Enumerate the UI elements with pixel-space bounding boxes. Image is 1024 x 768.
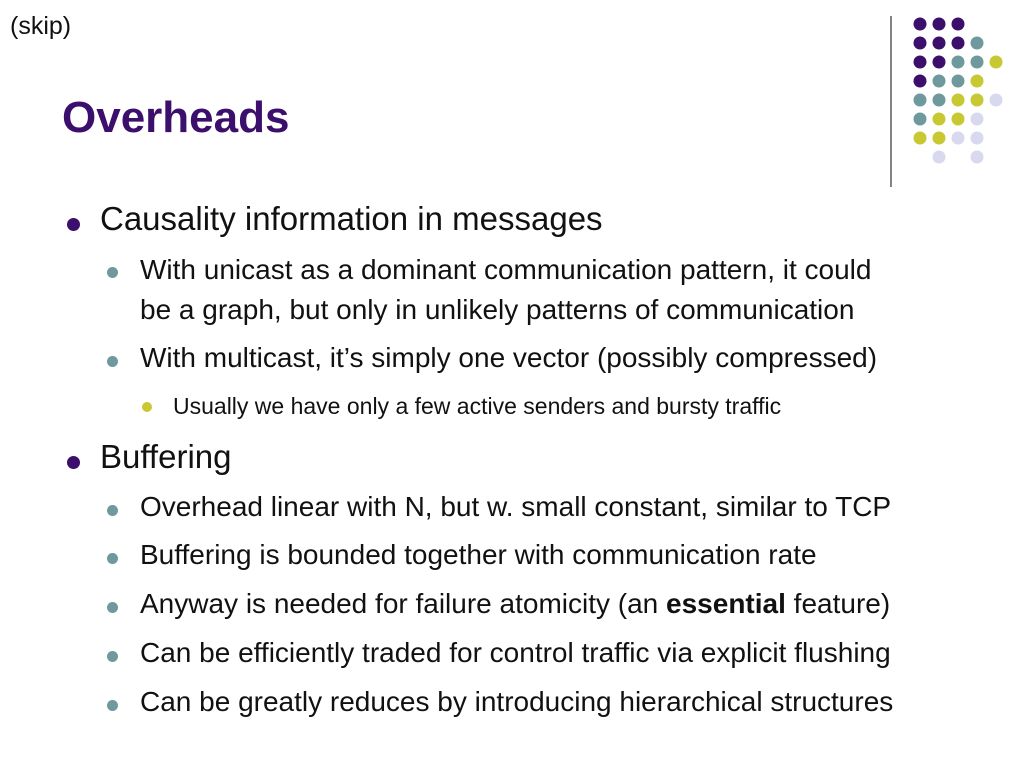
- bullet-dot: [107, 651, 118, 662]
- bullet-dot: [107, 553, 118, 564]
- bullet-dot: [107, 700, 118, 711]
- bullet-dot: [67, 456, 80, 469]
- bullet-reduces: Can be greatly reduces by introducing hierarchical structures: [140, 686, 894, 717]
- bullet-multicast: With multicast, it’s simply one vector (possibly compressed): [140, 342, 878, 373]
- bullet-traded: Can be efficiently traded for control traffic via explicit flushing: [140, 637, 891, 668]
- bullet-atomicity: [140, 588, 890, 620]
- bullet-senders: Usually we have only a few active senders and bursty traffic: [173, 393, 782, 419]
- atomicity-text-pre: Anyway is needed for failure atomicity (an: [140, 588, 667, 619]
- bullet-unicast-line2: be a graph, but only in unlikely patterns of communication: [140, 294, 855, 325]
- bullet-linear: Overhead linear with N, but w. small constant, similar to TCP: [140, 491, 892, 522]
- bullet-dot: [142, 402, 152, 412]
- bullet-dot: [107, 356, 118, 367]
- bullet-causality: Causality information in messages: [100, 200, 603, 237]
- bullet-dot: [107, 602, 118, 613]
- skip-note: (skip): [10, 12, 72, 40]
- bullet-buffering: Buffering: [100, 438, 232, 475]
- bullet-unicast-line1: With unicast as a dominant communication pattern, it could: [140, 254, 872, 285]
- slide-title: Overheads: [62, 93, 290, 142]
- bullet-dot: [67, 218, 80, 231]
- bullet-dot: [107, 267, 118, 278]
- bullet-bounded: Buffering is bounded together with communication rate: [140, 539, 817, 570]
- atomicity-text-bold: essential: [666, 588, 786, 619]
- atomicity-text-post: feature): [785, 588, 891, 619]
- bullet-dot: [107, 505, 118, 516]
